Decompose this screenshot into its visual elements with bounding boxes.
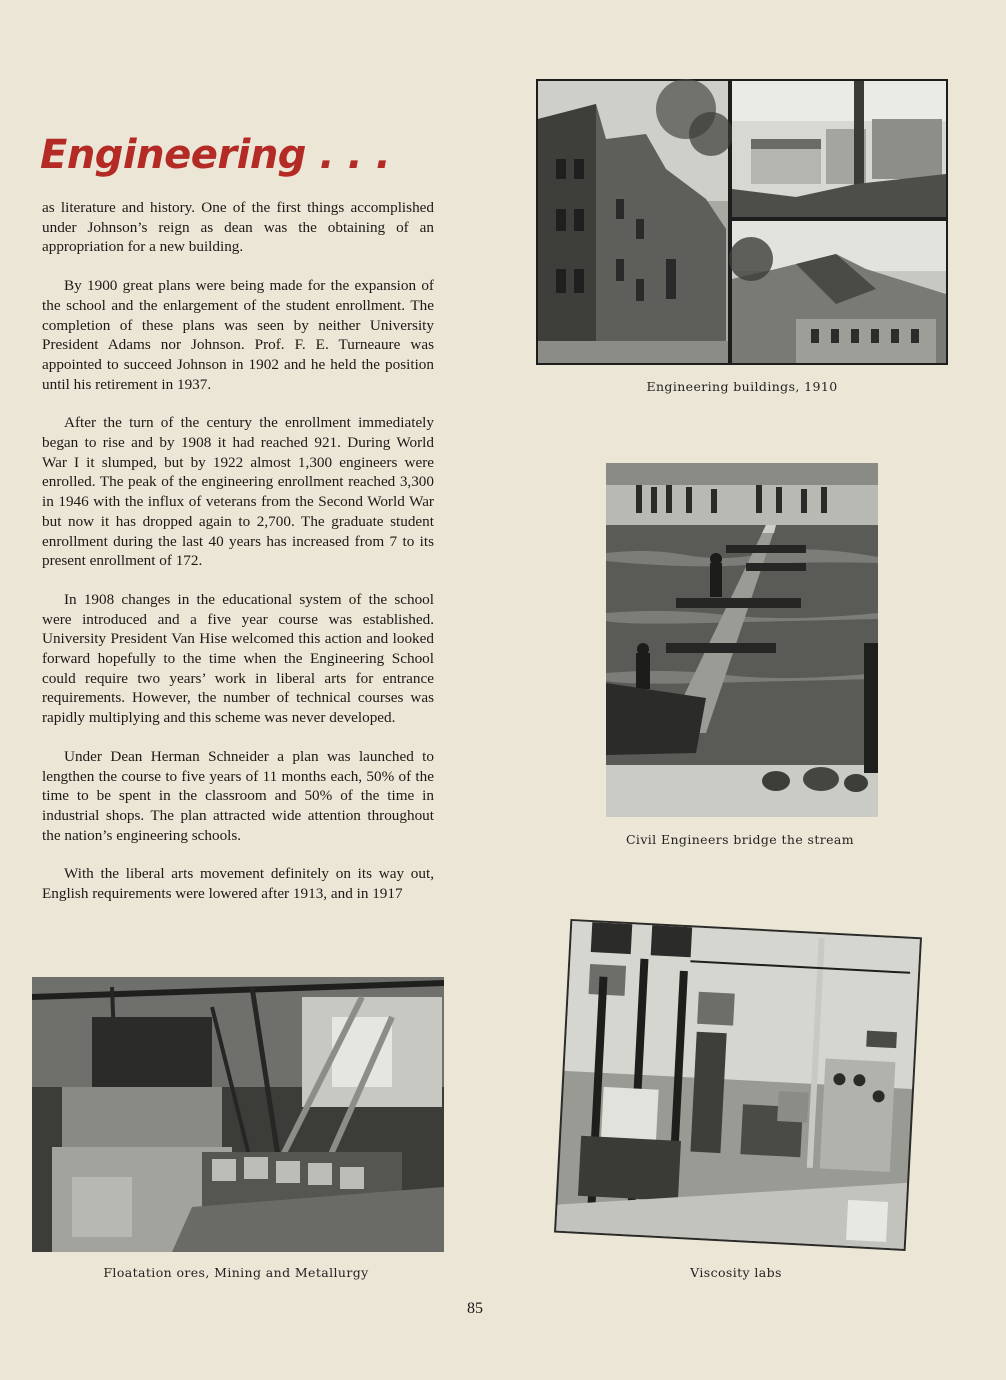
- caption-viscosity-labs: Viscosity labs: [690, 1265, 782, 1280]
- article-body: [42, 198, 434, 904]
- paragraph: Under Dean Herman Schneider a plan was launched to lengthen the course to five years of 11 months each, 50% of the time to be spent in the classroom and 50% of the time in industrial shops. The plan attracted wide attention throughout the nation’s engineering schools.: [42, 747, 434, 844]
- page-number: 85: [467, 1300, 483, 1317]
- page-title: Engineering . . .: [40, 132, 391, 178]
- caption-bridge-stream: Civil Engineers bridge the stream: [625, 832, 855, 847]
- photo-viscosity-labs: [544, 914, 934, 1256]
- photo-floatation-ores: [32, 977, 444, 1252]
- caption-engineering-buildings: Engineering buildings, 1910: [646, 379, 838, 394]
- photo-bridge-stream: [606, 463, 878, 817]
- caption-floatation-ores: Floatation ores, Mining and Metallurgy: [103, 1265, 369, 1280]
- paragraph: By 1900 great plans were being made for the expansion of the school and the enlargement of the student enrollment. The completion of these plans was seen by neither University President Adams nor Johnson. Prof. F. E. Turneaure was appointed to succeed Johnson in 1902 and he held the position until his retirement in 1937.: [42, 277, 434, 393]
- paragraph: With the liberal arts movement definitely on its way out, English requirements were lowered after 1913, and in 1917: [42, 865, 434, 903]
- paragraph: as literature and history. One of the first things accomplished under Johnson’s reign as dean was the obtaining of an appropriation for a new building.: [42, 199, 434, 256]
- photo-engineering-buildings: [536, 79, 948, 365]
- paragraph: After the turn of the century the enrollment immediately began to rise and by 1908 it had reached 921. During World War I it slumped, but by 1922 almost 1,300 engineers were enrolled. The peak of the engineering enrollment reached 3,300 in 1946 with the influx of veterans from the Second World War but now it has dropped again to 2,700. The graduate student enrollment during the last 40 years has increased from 7 to its present enrollment of 172.: [42, 414, 434, 570]
- paragraph: In 1908 changes in the educational system of the school were introduced and a five year course was established. University President Van Hise welcomed this action and looked forward hopefully to the time when the Engineering School could require two years’ work in liberal arts for entrance requirements. However, the number of technical courses was rapidly multiplying and this scheme was never developed.: [42, 590, 434, 727]
